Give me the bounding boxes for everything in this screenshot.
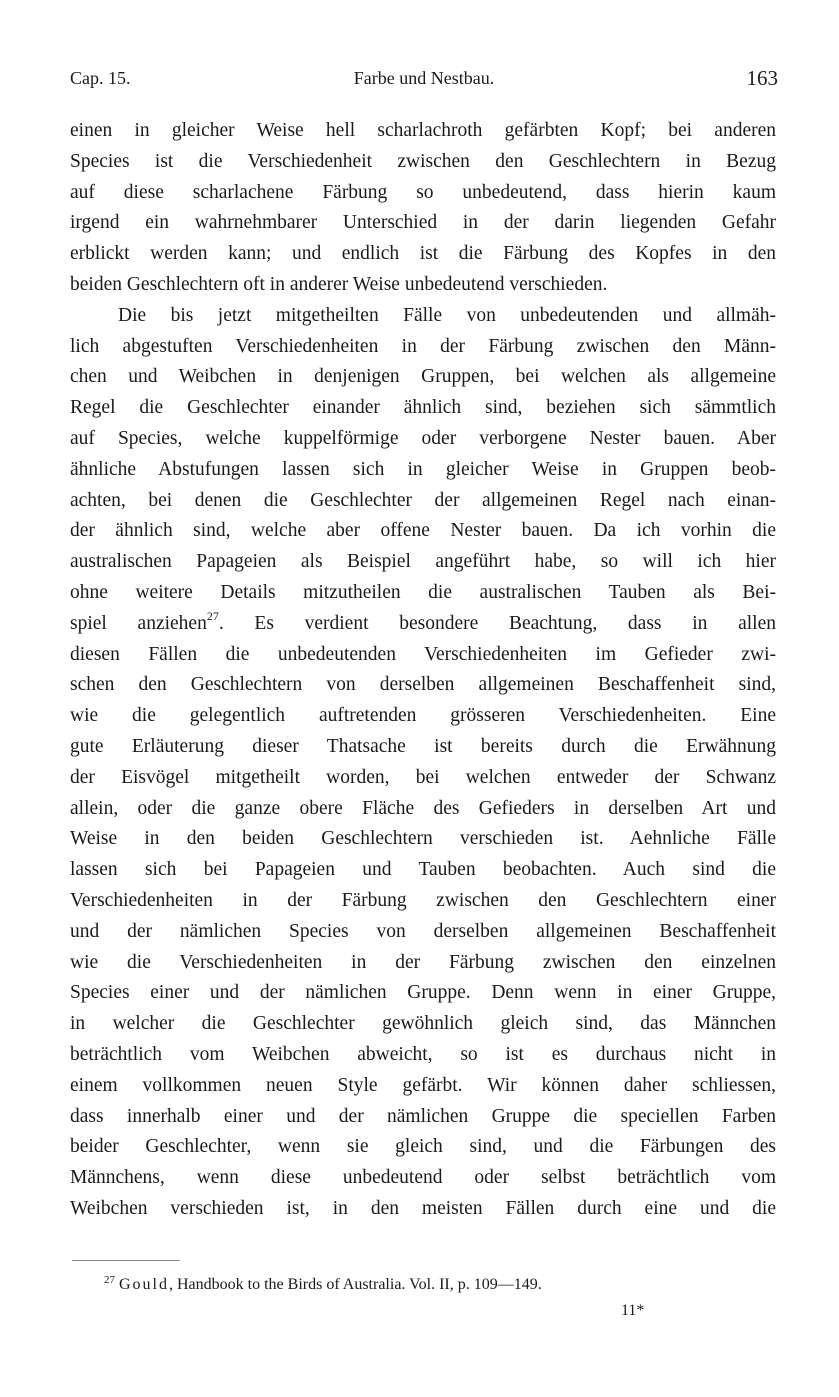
- footnote: [104, 1276, 542, 1294]
- footnote-reference: 27: [206, 608, 219, 623]
- text-segment: . Es verdient besondere Beachtung, dass in allen: [218, 612, 776, 634]
- text-line: Verschiedenheiten in der Färbung zwischen den Geschlechtern einer: [70, 889, 776, 911]
- text-segment: spiel anziehen: [70, 612, 207, 634]
- text-line: irgend ein wahrnehmbarer Unterschied in der darin liegenden Gefahr: [70, 212, 776, 234]
- main-text: [70, 116, 776, 1225]
- printer-signature: 11*: [621, 1302, 645, 1319]
- running-title: Farbe und Nestbau.: [353, 68, 495, 88]
- text-line: diesen Fällen die unbedeutenden Verschiedenheiten im Gefieder zwi-: [70, 643, 776, 665]
- paragraph-start-line: Die bis jetzt mitgetheilten Fälle von unbedeutenden und allmäh-: [118, 304, 776, 326]
- text-line: auf Species, welche kuppelförmige oder verborgene Nester bauen. Aber: [70, 427, 776, 449]
- footnote-marker: 27: [104, 1274, 115, 1286]
- text-line: Regel die Geschlechter einander ähnlich sind, beziehen sich sämmtlich: [70, 397, 776, 419]
- text-line: achten, bei denen die Geschlechter der allgemeinen Regel nach einan-: [70, 489, 776, 511]
- footnote-text: , Handbook to the Birds of Australia. Vol. II, p. 109—149.: [169, 1276, 542, 1293]
- text-line: ohne weitere Details mitzutheilen die australischen Tauben als Bei-: [70, 581, 776, 603]
- text-line: beträchtlich vom Weibchen abweicht, so ist es durchaus nicht in: [70, 1043, 776, 1065]
- text-line: chen und Weibchen in denjenigen Gruppen, bei welchen als allgemeine: [70, 366, 776, 388]
- text-line: einen in gleicher Weise hell scharlachroth gefärbten Kopf; bei anderen: [70, 120, 776, 141]
- running-header: [70, 66, 778, 96]
- text-line: auf diese scharlachene Färbung so unbedeutend, dass hierin kaum: [70, 181, 776, 203]
- text-line: schen den Geschlechtern von derselben allgemeinen Beschaffenheit sind,: [70, 674, 776, 696]
- text-line: dass innerhalb einer und der nämlichen Gruppe die speciellen Farben: [70, 1105, 776, 1127]
- text-line: allein, oder die ganze obere Fläche des Gefieders in derselben Art und: [70, 797, 776, 819]
- text-line: in welcher die Geschlechter gewöhnlich gleich sind, das Männchen: [70, 1013, 776, 1035]
- text-line: gute Erläuterung dieser Thatsache ist bereits durch die Erwähnung: [70, 735, 776, 757]
- page-number: 163: [746, 66, 778, 90]
- text-line: wie die gelegentlich auftretenden grösseren Verschiedenheiten. Eine: [70, 705, 776, 727]
- text-line: Männchens, wenn diese unbedeutend oder selbst beträchtlich vom: [70, 1167, 776, 1189]
- text-line: einem vollkommen neuen Style gefärbt. Wir können daher schliessen,: [70, 1074, 776, 1096]
- footnote-author: Gould: [119, 1276, 169, 1293]
- text-line: Species ist die Verschiedenheit zwischen den Geschlechtern in Bezug: [70, 150, 776, 172]
- text-line: Species einer und der nämlichen Gruppe. Denn wenn in einer Gruppe,: [70, 982, 776, 1004]
- text-line: erblickt werden kann; und endlich ist die Färbung des Kopfes in den: [70, 243, 776, 265]
- text-line: beiden Geschlechtern oft in anderer Weise unbedeutend verschieden.: [70, 273, 608, 295]
- text-line: der Eisvögel mitgetheilt worden, bei welchen entweder der Schwanz: [70, 766, 776, 788]
- text-line: und der nämlichen Species von derselben allgemeinen Beschaffenheit: [70, 920, 776, 942]
- text-line: lassen sich bei Papageien und Tauben beobachten. Auch sind die: [70, 859, 776, 881]
- text-line: australischen Papageien als Beispiel angeführt habe, so will ich hier: [70, 551, 776, 573]
- text-line: wie die Verschiedenheiten in der Färbung zwischen den einzelnen: [70, 951, 776, 973]
- text-line: lich abgestuften Verschiedenheiten in der Färbung zwischen den Männ-: [70, 335, 776, 357]
- text-line: beider Geschlechter, wenn sie gleich sind, und die Färbungen des: [70, 1136, 776, 1158]
- text-line: Weise in den beiden Geschlechtern verschieden ist. Aehnliche Fälle: [70, 828, 776, 850]
- footnote-divider: [72, 1260, 180, 1261]
- text-line: der ähnlich sind, welche aber offene Nester bauen. Da ich vorhin die: [70, 520, 776, 542]
- chapter-label: Cap. 15.: [70, 68, 131, 88]
- text-line: ähnliche Abstufungen lassen sich in gleicher Weise in Gruppen beob-: [70, 458, 776, 480]
- text-line-with-footnote-ref: [70, 609, 776, 640]
- text-line: Weibchen verschieden ist, in den meisten Fällen durch eine und die: [70, 1197, 776, 1219]
